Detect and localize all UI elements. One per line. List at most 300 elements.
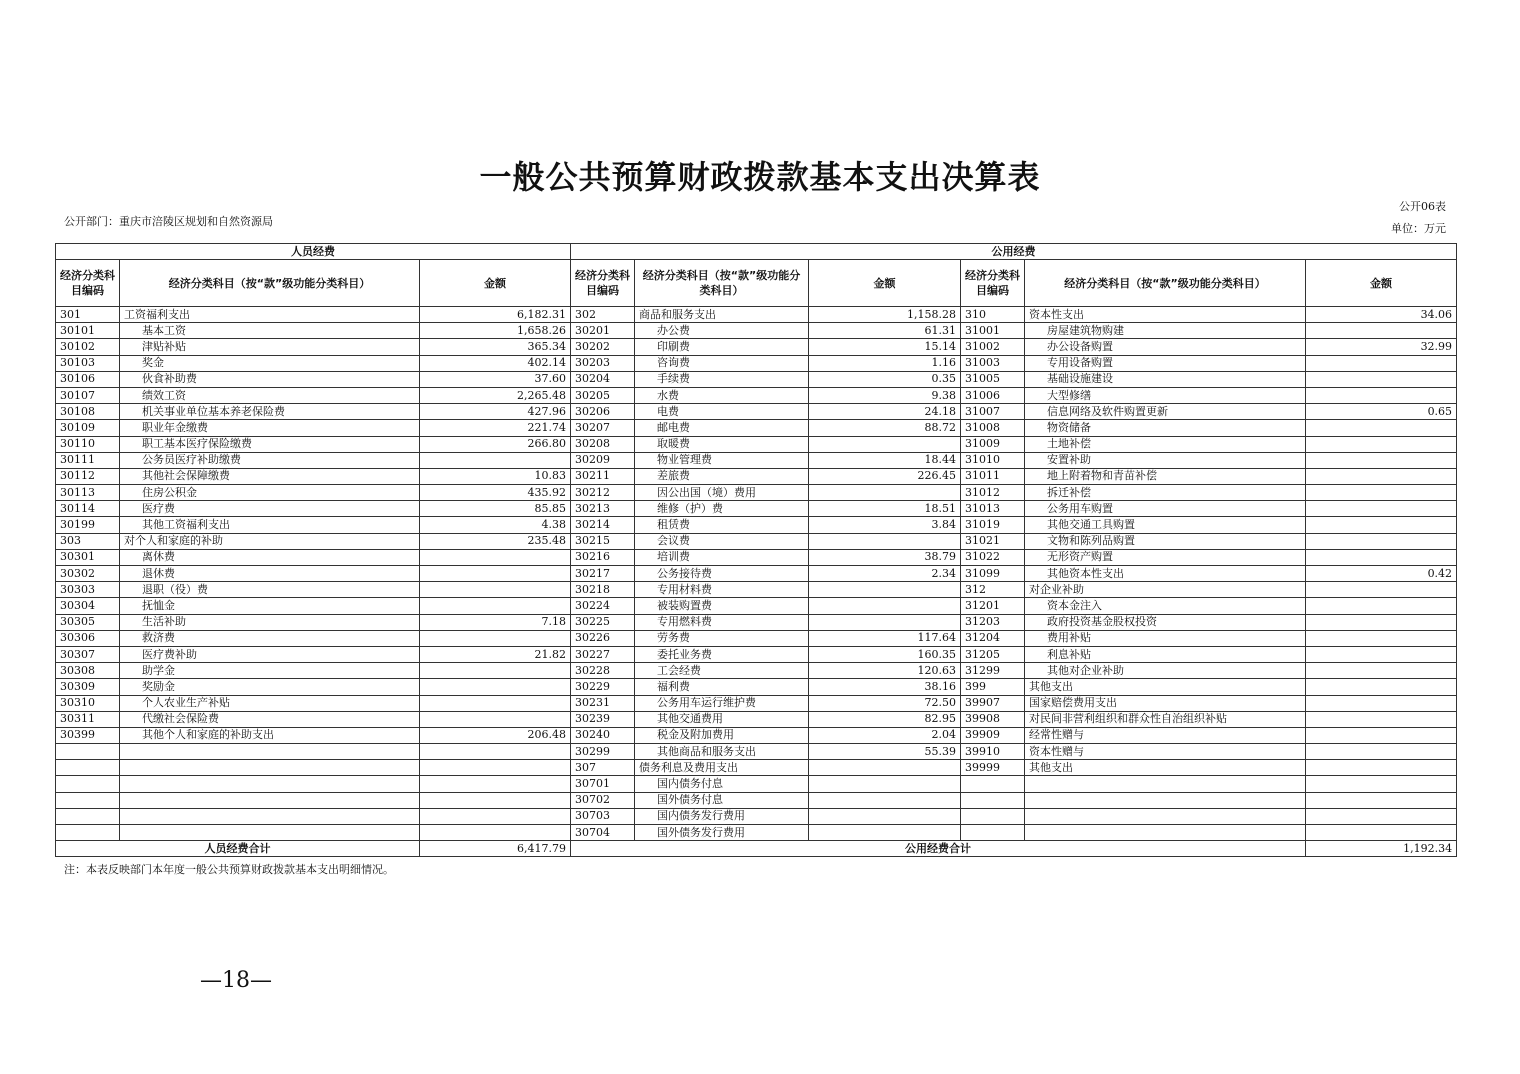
code-cell: 30227 — [571, 646, 635, 662]
code-cell: 30309 — [56, 679, 120, 695]
code-cell: 30217 — [571, 566, 635, 582]
personnel-total-value: 6,417.79 — [420, 841, 571, 857]
code-cell: 30306 — [56, 630, 120, 646]
name-cell: 机关事业单位基本养老保险费 — [120, 404, 420, 420]
code-cell: 30108 — [56, 404, 120, 420]
name-cell: 生活补助 — [120, 614, 420, 630]
code-cell: 30240 — [571, 727, 635, 743]
table-row — [56, 533, 1457, 549]
amount-cell — [420, 679, 571, 695]
code-cell: 30107 — [56, 387, 120, 403]
code-cell: 30701 — [571, 776, 635, 792]
code-cell — [961, 776, 1025, 792]
amount-cell — [1306, 501, 1457, 517]
amount-cell — [1306, 792, 1457, 808]
name-cell: 拆迁补偿 — [1025, 485, 1306, 501]
name-cell: 资本性赠与 — [1025, 744, 1306, 760]
name-cell: 其他工资福利支出 — [120, 517, 420, 533]
amount-cell — [1306, 387, 1457, 403]
code-cell — [56, 760, 120, 776]
name-cell — [1025, 792, 1306, 808]
code-cell: 30201 — [571, 323, 635, 339]
code-cell: 31299 — [961, 663, 1025, 679]
table-row — [56, 420, 1457, 436]
amount-cell: 1.16 — [809, 355, 961, 371]
name-cell — [120, 776, 420, 792]
name-cell: 地上附着物和青苗补偿 — [1025, 468, 1306, 484]
name-cell: 其他商品和服务支出 — [635, 744, 809, 760]
name-cell: 债务利息及费用支出 — [635, 760, 809, 776]
code-cell: 31012 — [961, 485, 1025, 501]
table-row — [56, 711, 1457, 727]
name-cell: 专用材料费 — [635, 582, 809, 598]
header-code: 经济分类科目编码 — [961, 260, 1025, 307]
amount-cell: 160.35 — [809, 646, 961, 662]
amount-cell: 266.80 — [420, 436, 571, 452]
name-cell: 退休费 — [120, 566, 420, 582]
code-cell: 30226 — [571, 630, 635, 646]
code-cell: 30231 — [571, 695, 635, 711]
code-cell: 31099 — [961, 566, 1025, 582]
name-cell: 邮电费 — [635, 420, 809, 436]
code-cell: 31002 — [961, 339, 1025, 355]
code-cell: 307 — [571, 760, 635, 776]
name-cell: 住房公积金 — [120, 485, 420, 501]
amount-cell — [1306, 630, 1457, 646]
code-cell: 303 — [56, 533, 120, 549]
code-cell: 30228 — [571, 663, 635, 679]
name-cell: 其他支出 — [1025, 760, 1306, 776]
amount-cell — [1306, 436, 1457, 452]
header-name: 经济分类科目（按“款”级功能分类科目） — [1025, 260, 1306, 307]
name-cell: 文物和陈列品购置 — [1025, 533, 1306, 549]
name-cell — [1025, 808, 1306, 824]
code-cell: 30239 — [571, 711, 635, 727]
name-cell: 取暖费 — [635, 436, 809, 452]
page-number: —18— — [200, 968, 272, 993]
amount-cell: 82.95 — [809, 711, 961, 727]
amount-cell: 0.35 — [809, 371, 961, 387]
name-cell: 奖金 — [120, 355, 420, 371]
amount-cell: 0.42 — [1306, 566, 1457, 582]
code-cell: 30225 — [571, 614, 635, 630]
header-name: 经济分类科目（按“款”级功能分类科目） — [120, 260, 420, 307]
amount-cell: 1,158.28 — [809, 307, 961, 323]
code-cell — [56, 792, 120, 808]
table-row — [56, 404, 1457, 420]
code-cell: 30209 — [571, 452, 635, 468]
amount-cell — [809, 598, 961, 614]
amount-cell — [1306, 598, 1457, 614]
header-amount: 金额 — [420, 260, 571, 307]
table-row — [56, 501, 1457, 517]
code-cell — [56, 808, 120, 824]
amount-cell: 206.48 — [420, 727, 571, 743]
table-row — [56, 307, 1457, 323]
name-cell: 安置补助 — [1025, 452, 1306, 468]
amount-cell — [1306, 614, 1457, 630]
code-cell: 31005 — [961, 371, 1025, 387]
name-cell: 对企业补助 — [1025, 582, 1306, 598]
code-cell: 30399 — [56, 727, 120, 743]
amount-cell: 221.74 — [420, 420, 571, 436]
code-cell: 30299 — [571, 744, 635, 760]
amount-cell: 55.39 — [809, 744, 961, 760]
header-amount: 金额 — [809, 260, 961, 307]
code-cell: 31001 — [961, 323, 1025, 339]
code-cell: 30303 — [56, 582, 120, 598]
code-cell: 301 — [56, 307, 120, 323]
table-row — [56, 760, 1457, 776]
name-cell: 其他支出 — [1025, 679, 1306, 695]
group-personnel: 人员经费 — [56, 244, 571, 260]
name-cell: 资本金注入 — [1025, 598, 1306, 614]
header-name: 经济分类科目（按“款”级功能分类科目） — [635, 260, 809, 307]
name-cell: 国外债务付息 — [635, 792, 809, 808]
amount-cell — [809, 808, 961, 824]
code-cell: 31003 — [961, 355, 1025, 371]
table-row — [56, 630, 1457, 646]
amount-cell — [1306, 711, 1457, 727]
code-cell: 39908 — [961, 711, 1025, 727]
name-cell: 电费 — [635, 404, 809, 420]
amount-cell — [1306, 468, 1457, 484]
code-cell: 31008 — [961, 420, 1025, 436]
header-code: 经济分类科目编码 — [56, 260, 120, 307]
amount-cell — [420, 630, 571, 646]
code-cell: 30106 — [56, 371, 120, 387]
code-cell: 31205 — [961, 646, 1025, 662]
name-cell: 绩效工资 — [120, 387, 420, 403]
table-row — [56, 339, 1457, 355]
amount-cell: 6,182.31 — [420, 307, 571, 323]
amount-cell: 21.82 — [420, 646, 571, 662]
code-cell: 312 — [961, 582, 1025, 598]
code-cell: 30214 — [571, 517, 635, 533]
amount-cell — [809, 825, 961, 841]
name-cell — [120, 744, 420, 760]
code-cell: 31203 — [961, 614, 1025, 630]
amount-cell: 226.45 — [809, 468, 961, 484]
name-cell: 医疗费 — [120, 501, 420, 517]
code-cell: 30110 — [56, 436, 120, 452]
amount-cell: 34.06 — [1306, 307, 1457, 323]
amount-cell: 88.72 — [809, 420, 961, 436]
amount-cell: 435.92 — [420, 485, 571, 501]
name-cell: 医疗费补助 — [120, 646, 420, 662]
code-cell: 30207 — [571, 420, 635, 436]
amount-cell: 4.38 — [420, 517, 571, 533]
code-cell — [961, 808, 1025, 824]
header-amount: 金额 — [1306, 260, 1457, 307]
code-cell: 31201 — [961, 598, 1025, 614]
amount-cell: 24.18 — [809, 404, 961, 420]
code-cell: 30704 — [571, 825, 635, 841]
amount-cell — [420, 776, 571, 792]
amount-cell: 427.96 — [420, 404, 571, 420]
amount-cell — [1306, 323, 1457, 339]
name-cell: 无形资产购置 — [1025, 549, 1306, 565]
code-cell: 31011 — [961, 468, 1025, 484]
code-cell: 30702 — [571, 792, 635, 808]
name-cell: 专用燃料费 — [635, 614, 809, 630]
amount-cell — [420, 582, 571, 598]
amount-cell — [420, 452, 571, 468]
table-row — [56, 744, 1457, 760]
name-cell: 其他资本性支出 — [1025, 566, 1306, 582]
code-cell: 30215 — [571, 533, 635, 549]
amount-cell: 32.99 — [1306, 339, 1457, 355]
amount-cell — [420, 566, 571, 582]
amount-cell — [1306, 582, 1457, 598]
code-cell — [56, 744, 120, 760]
amount-cell — [1306, 420, 1457, 436]
code-cell: 30305 — [56, 614, 120, 630]
amount-cell: 37.60 — [420, 371, 571, 387]
name-cell: 其他交通工具购置 — [1025, 517, 1306, 533]
amount-cell: 402.14 — [420, 355, 571, 371]
amount-cell: 120.63 — [809, 663, 961, 679]
personnel-total-label: 人员经费合计 — [56, 841, 420, 857]
name-cell: 税金及附加费用 — [635, 727, 809, 743]
name-cell: 租赁费 — [635, 517, 809, 533]
table-row — [56, 695, 1457, 711]
table-row — [56, 582, 1457, 598]
amount-cell — [1306, 355, 1457, 371]
table-row — [56, 436, 1457, 452]
code-cell: 30301 — [56, 549, 120, 565]
amount-cell — [1306, 646, 1457, 662]
code-cell: 30112 — [56, 468, 120, 484]
amount-cell — [809, 436, 961, 452]
name-cell: 对民间非营利组织和群众性自治组织补贴 — [1025, 711, 1306, 727]
name-cell: 其他对企业补助 — [1025, 663, 1306, 679]
group-public: 公用经费 — [571, 244, 1457, 260]
code-cell: 30103 — [56, 355, 120, 371]
name-cell: 维修（护）费 — [635, 501, 809, 517]
name-cell — [1025, 825, 1306, 841]
amount-cell: 7.18 — [420, 614, 571, 630]
amount-cell: 18.51 — [809, 501, 961, 517]
name-cell: 代缴社会保险费 — [120, 711, 420, 727]
code-cell: 302 — [571, 307, 635, 323]
amount-cell: 365.34 — [420, 339, 571, 355]
table-row — [56, 646, 1457, 662]
name-cell: 福利费 — [635, 679, 809, 695]
code-cell: 30102 — [56, 339, 120, 355]
amount-cell: 61.31 — [809, 323, 961, 339]
table-row — [56, 614, 1457, 630]
code-cell: 30114 — [56, 501, 120, 517]
name-cell: 国家赔偿费用支出 — [1025, 695, 1306, 711]
name-cell: 土地补偿 — [1025, 436, 1306, 452]
code-cell: 39999 — [961, 760, 1025, 776]
amount-cell — [420, 598, 571, 614]
name-cell: 信息网络及软件购置更新 — [1025, 404, 1306, 420]
name-cell — [120, 808, 420, 824]
code-cell: 39910 — [961, 744, 1025, 760]
name-cell: 对个人和家庭的补助 — [120, 533, 420, 549]
code-cell: 31019 — [961, 517, 1025, 533]
table-row — [56, 825, 1457, 841]
name-cell: 工会经费 — [635, 663, 809, 679]
table-row — [56, 549, 1457, 565]
amount-cell: 3.84 — [809, 517, 961, 533]
name-cell: 手续费 — [635, 371, 809, 387]
name-cell: 培训费 — [635, 549, 809, 565]
table-row — [56, 663, 1457, 679]
amount-cell: 0.65 — [1306, 404, 1457, 420]
name-cell: 大型修缮 — [1025, 387, 1306, 403]
name-cell: 费用补贴 — [1025, 630, 1306, 646]
amount-cell — [809, 485, 961, 501]
amount-cell — [420, 792, 571, 808]
public-total-label: 公用经费合计 — [571, 841, 1306, 857]
amount-cell — [420, 760, 571, 776]
name-cell: 办公设备购置 — [1025, 339, 1306, 355]
table-row — [56, 387, 1457, 403]
name-cell: 伙食补助费 — [120, 371, 420, 387]
amount-cell — [1306, 695, 1457, 711]
page-title: 一般公共预算财政拨款基本支出决算表 — [479, 158, 1041, 196]
amount-cell — [420, 808, 571, 824]
amount-cell: 9.38 — [809, 387, 961, 403]
name-cell: 差旅费 — [635, 468, 809, 484]
code-cell: 39909 — [961, 727, 1025, 743]
code-cell — [961, 825, 1025, 841]
code-cell: 30204 — [571, 371, 635, 387]
amount-cell: 2,265.48 — [420, 387, 571, 403]
code-cell: 30111 — [56, 452, 120, 468]
code-cell: 31006 — [961, 387, 1025, 403]
name-cell: 其他个人和家庭的补助支出 — [120, 727, 420, 743]
amount-cell — [420, 744, 571, 760]
code-cell: 39907 — [961, 695, 1025, 711]
amount-cell — [1306, 679, 1457, 695]
amount-cell — [420, 695, 571, 711]
code-cell: 30205 — [571, 387, 635, 403]
amount-cell — [1306, 452, 1457, 468]
table-row — [56, 792, 1457, 808]
name-cell: 国内债务发行费用 — [635, 808, 809, 824]
amount-cell — [1306, 760, 1457, 776]
name-cell: 退职（役）费 — [120, 582, 420, 598]
amount-cell: 2.04 — [809, 727, 961, 743]
code-cell: 30216 — [571, 549, 635, 565]
code-cell: 31013 — [961, 501, 1025, 517]
amount-cell — [1306, 549, 1457, 565]
name-cell: 职工基本医疗保险缴费 — [120, 436, 420, 452]
code-cell: 30302 — [56, 566, 120, 582]
amount-cell: 117.64 — [809, 630, 961, 646]
table-row — [56, 776, 1457, 792]
name-cell — [1025, 776, 1306, 792]
name-cell: 工资福利支出 — [120, 307, 420, 323]
code-cell: 31022 — [961, 549, 1025, 565]
name-cell: 利息补贴 — [1025, 646, 1306, 662]
code-cell: 30203 — [571, 355, 635, 371]
table-body — [56, 307, 1457, 841]
name-cell: 奖励金 — [120, 679, 420, 695]
footnote: 注：本表反映部门本年度一般公共预算财政拨款基本支出明细情况。 — [64, 863, 394, 876]
unit-label: 单位：万元 — [1391, 222, 1446, 235]
code-cell: 30218 — [571, 582, 635, 598]
name-cell: 职业年金缴费 — [120, 420, 420, 436]
code-cell: 30310 — [56, 695, 120, 711]
name-cell: 基础设施建设 — [1025, 371, 1306, 387]
expenditure-table — [55, 243, 1457, 857]
table-row — [56, 517, 1457, 533]
amount-cell — [420, 825, 571, 841]
amount-cell: 10.83 — [420, 468, 571, 484]
amount-cell — [809, 614, 961, 630]
code-cell: 30202 — [571, 339, 635, 355]
name-cell: 物资储备 — [1025, 420, 1306, 436]
table-row — [56, 808, 1457, 824]
form-number: 公开06表 — [1399, 200, 1446, 213]
header-code: 经济分类科目编码 — [571, 260, 635, 307]
amount-cell — [1306, 517, 1457, 533]
name-cell: 公务员医疗补助缴费 — [120, 452, 420, 468]
code-cell: 30109 — [56, 420, 120, 436]
amount-cell — [420, 711, 571, 727]
code-cell: 30212 — [571, 485, 635, 501]
code-cell: 30308 — [56, 663, 120, 679]
table-row — [56, 679, 1457, 695]
amount-cell: 18.44 — [809, 452, 961, 468]
code-cell — [56, 776, 120, 792]
name-cell: 被装购置费 — [635, 598, 809, 614]
name-cell: 资本性支出 — [1025, 307, 1306, 323]
code-cell: 30229 — [571, 679, 635, 695]
code-cell: 31009 — [961, 436, 1025, 452]
table-row — [56, 468, 1457, 484]
name-cell: 其他交通费用 — [635, 711, 809, 727]
code-cell: 31010 — [961, 452, 1025, 468]
name-cell — [120, 792, 420, 808]
amount-cell — [1306, 663, 1457, 679]
amount-cell — [809, 533, 961, 549]
name-cell: 津贴补贴 — [120, 339, 420, 355]
table-row — [56, 371, 1457, 387]
amount-cell: 15.14 — [809, 339, 961, 355]
amount-cell: 38.16 — [809, 679, 961, 695]
code-cell: 30206 — [571, 404, 635, 420]
code-cell: 30211 — [571, 468, 635, 484]
name-cell — [120, 760, 420, 776]
name-cell: 经常性赠与 — [1025, 727, 1306, 743]
name-cell: 抚恤金 — [120, 598, 420, 614]
table-row — [56, 323, 1457, 339]
amount-cell: 72.50 — [809, 695, 961, 711]
name-cell: 离休费 — [120, 549, 420, 565]
code-cell: 30199 — [56, 517, 120, 533]
amount-cell: 235.48 — [420, 533, 571, 549]
name-cell: 公务用车购置 — [1025, 501, 1306, 517]
amount-cell — [1306, 371, 1457, 387]
name-cell: 其他社会保障缴费 — [120, 468, 420, 484]
amount-cell — [1306, 485, 1457, 501]
amount-cell — [420, 663, 571, 679]
name-cell: 办公费 — [635, 323, 809, 339]
name-cell: 房屋建筑物购建 — [1025, 323, 1306, 339]
table-row — [56, 727, 1457, 743]
amount-cell — [1306, 727, 1457, 743]
name-cell: 劳务费 — [635, 630, 809, 646]
table-row — [56, 355, 1457, 371]
amount-cell: 85.85 — [420, 501, 571, 517]
amount-cell: 1,658.26 — [420, 323, 571, 339]
